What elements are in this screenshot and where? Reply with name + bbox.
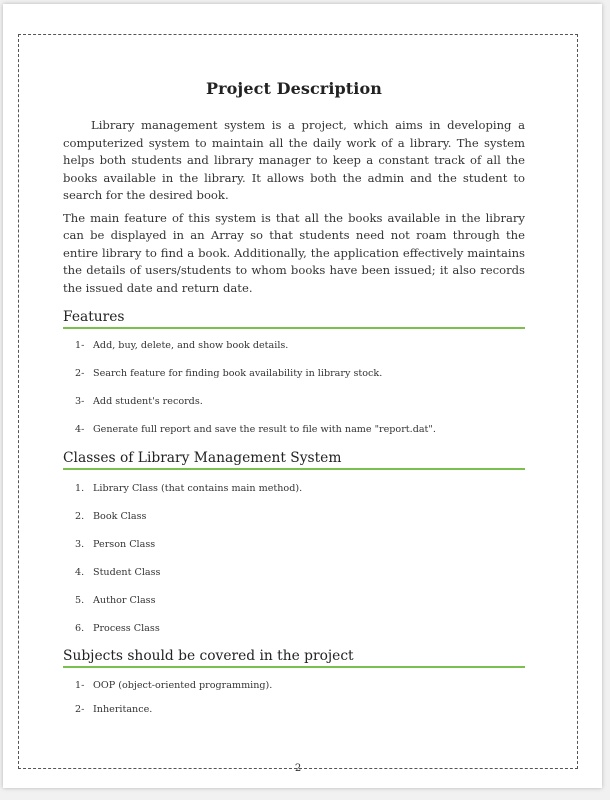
- subjects-heading: Subjects should be covered in the project: [63, 648, 525, 668]
- list-item: 2. Book Class: [75, 511, 147, 522]
- list-item: 2- Inheritance.: [75, 704, 153, 715]
- classes-list: [63, 483, 525, 636]
- list-item: 1. Library Class (that contains main method).: [75, 483, 303, 494]
- list-item: 3- Add student's records.: [75, 396, 203, 407]
- list-item: 1- OOP (object-oriented programming).: [75, 680, 273, 691]
- list-item: 2- Search feature for finding book availability in library stock.: [75, 368, 383, 379]
- features-list: [63, 340, 525, 438]
- list-item: 4- Generate full report and save the result to file with name "report.dat".: [75, 424, 436, 435]
- classes-heading: Classes of Library Management System: [63, 450, 525, 470]
- subjects-list: [63, 680, 525, 716]
- features-heading: Features: [63, 309, 525, 329]
- document-page: [3, 4, 602, 788]
- intro-paragraph: Library management system is a project, which aims in developing a computerized system to maintain all the daily work of a library. The system helps both students and library manager to keep a constant track of all the books available in the library. It allows both the admin and the student to search for the desired book.: [63, 118, 525, 202]
- list-item: 5. Author Class: [75, 595, 156, 606]
- page-number: 2: [294, 763, 302, 774]
- list-item: 3. Person Class: [75, 539, 156, 550]
- page-content: [63, 79, 525, 716]
- page-title: Project Description: [206, 79, 382, 98]
- list-item: 1- Add, buy, delete, and show book details.: [75, 340, 289, 351]
- list-item: 4. Student Class: [75, 567, 161, 578]
- feature-paragraph: The main feature of this system is that all the books available in the library can be displayed in an Array so that students need not roam through the entire library to find a book. Additionally, the application effectively maintains the details of users/students to whom books have been issued; it also records the issued date and return date.: [63, 210, 525, 295]
- list-item: 6. Process Class: [75, 623, 160, 634]
